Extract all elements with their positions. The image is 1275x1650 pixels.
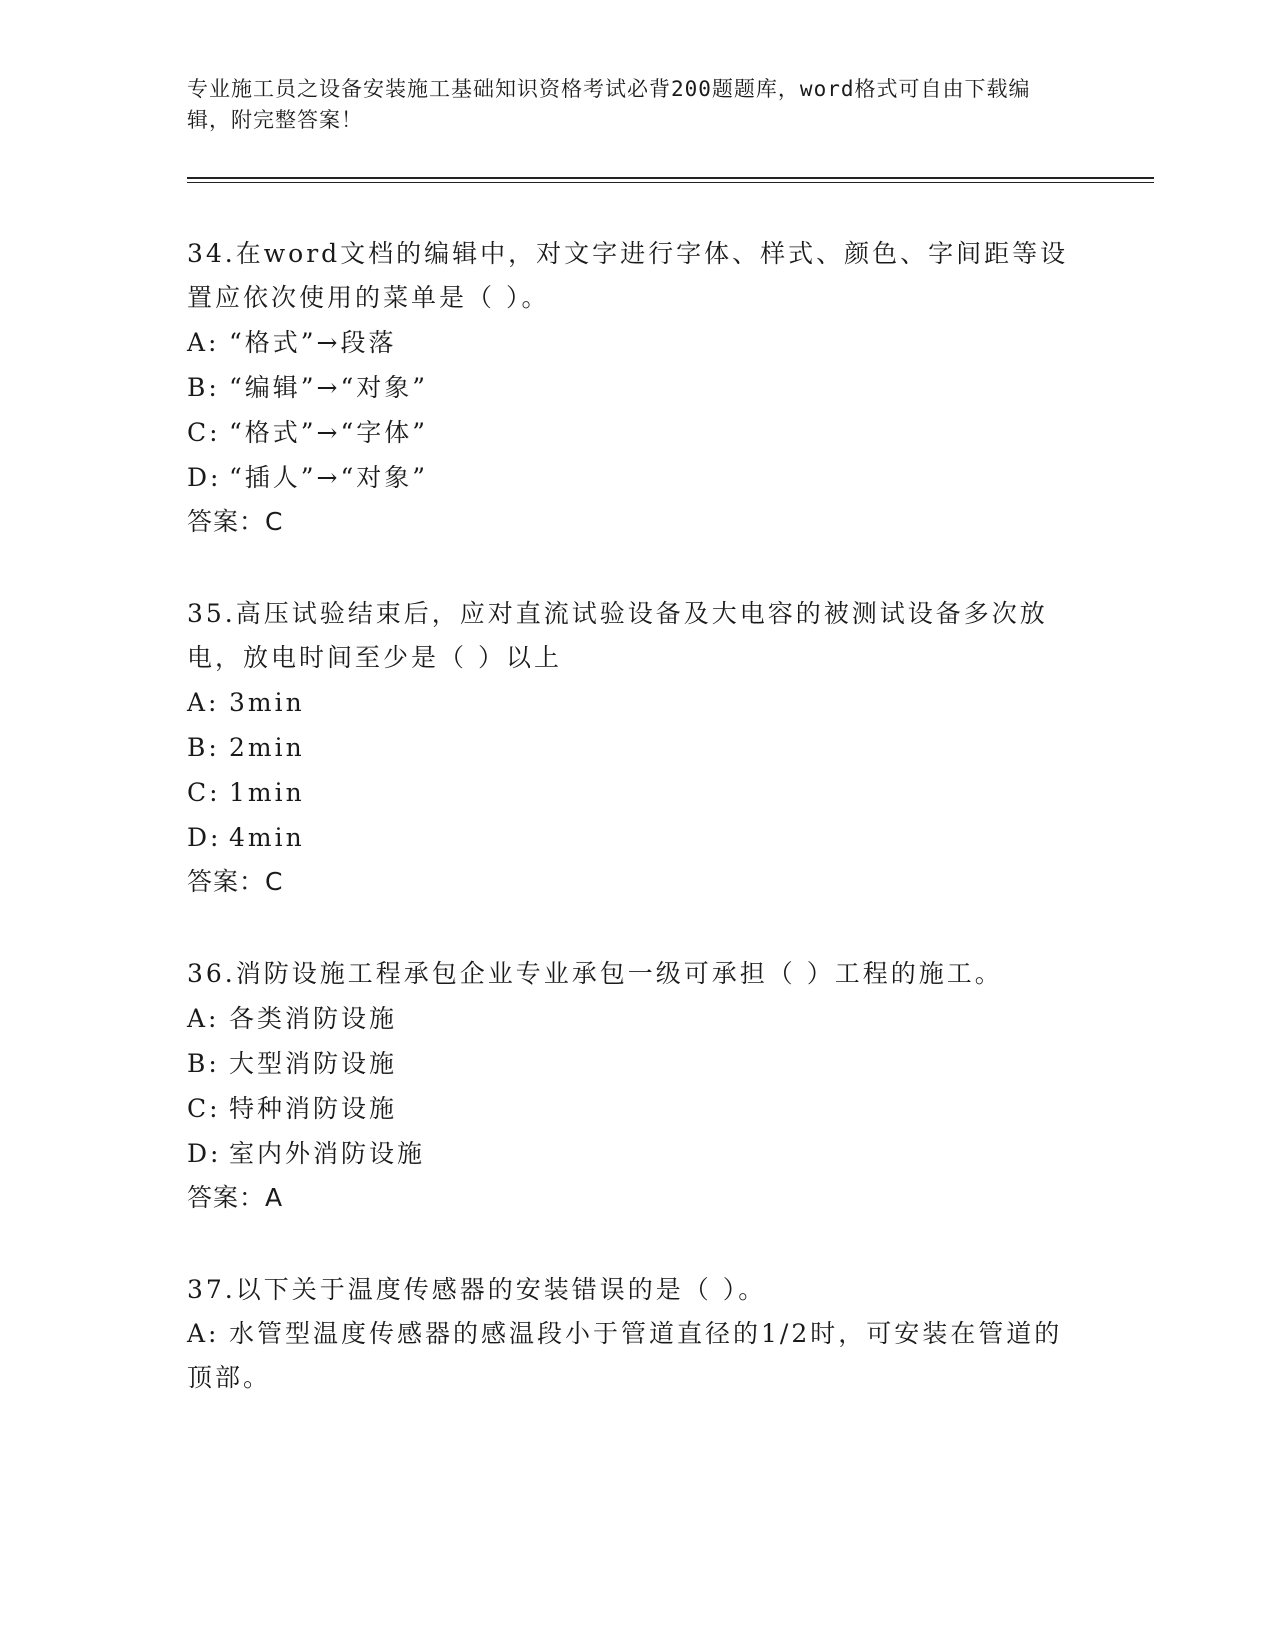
option-b xyxy=(187,725,1087,770)
option-letter: A: xyxy=(187,1319,220,1348)
question-stem: 34.在word文档的编辑中，对文字进行字体、样式、颜色、字间距等设置应依次使用的菜单是（ ）。 xyxy=(187,239,1069,312)
option-letter: C: xyxy=(187,778,221,807)
option-text: “格式”→“字体” xyxy=(229,418,429,447)
question-37 xyxy=(187,1268,1087,1400)
document-header: 专业施工员之设备安装施工基础知识资格考试必背200题题库，word格式可自由下载编辑，附完整答案！ xyxy=(187,77,1031,132)
question-35 xyxy=(187,592,1087,904)
option-letter: A: xyxy=(187,688,220,717)
option-text: 大型消防设施 xyxy=(229,1049,398,1078)
option-letter: C: xyxy=(187,418,221,447)
question-stem: 36.消防设施工程承包企业专业承包一级可承担（ ）工程的施工。 xyxy=(187,959,1003,988)
option-letter: D: xyxy=(187,463,222,492)
option-text: 1min xyxy=(229,778,305,807)
option-text: 3min xyxy=(229,688,305,717)
option-c xyxy=(187,770,1087,815)
option-a xyxy=(187,1312,1087,1400)
option-text: “格式”→段落 xyxy=(229,328,397,357)
header-rule-thick xyxy=(187,177,1154,179)
option-text: 水管型温度传感器的感温段小于管道直径的1/2时，可安装在管道的顶部。 xyxy=(187,1319,1063,1392)
option-letter: A: xyxy=(187,328,220,357)
option-a xyxy=(187,680,1087,725)
option-c xyxy=(187,410,1087,455)
option-letter: A: xyxy=(187,1004,220,1033)
option-d xyxy=(187,455,1087,500)
answer-line: 答案：C xyxy=(187,867,284,896)
option-text: “编辑”→“对象” xyxy=(229,373,429,402)
option-b xyxy=(187,1041,1087,1086)
option-a xyxy=(187,996,1087,1041)
question-stem: 35.高压试验结束后，应对直流试验设备及大电容的被测试设备多次放电，放电时间至少是（ ）以上 xyxy=(187,599,1048,672)
option-text: 特种消防设施 xyxy=(229,1094,398,1123)
option-letter: C: xyxy=(187,1094,221,1123)
option-letter: D: xyxy=(187,1139,222,1168)
option-text: 4min xyxy=(229,823,305,852)
option-letter: B: xyxy=(187,373,220,402)
header-rule-thin xyxy=(187,182,1154,183)
option-text: 室内外消防设施 xyxy=(229,1139,426,1168)
option-d xyxy=(187,1131,1087,1176)
question-list xyxy=(187,232,1087,1448)
option-letter: B: xyxy=(187,1049,220,1078)
option-text: 各类消防设施 xyxy=(229,1004,398,1033)
option-letter: B: xyxy=(187,733,220,762)
question-36 xyxy=(187,952,1087,1220)
question-stem: 37.以下关于温度传感器的安装错误的是（ ）。 xyxy=(187,1275,767,1304)
answer-line: 答案：A xyxy=(187,1183,284,1212)
option-text: 2min xyxy=(229,733,305,762)
option-a xyxy=(187,320,1087,365)
option-c xyxy=(187,1086,1087,1131)
option-text: “插人”→“对象” xyxy=(229,463,429,492)
answer-line: 答案：C xyxy=(187,507,284,536)
option-d xyxy=(187,815,1087,860)
option-b xyxy=(187,365,1087,410)
option-letter: D: xyxy=(187,823,222,852)
question-34 xyxy=(187,232,1087,544)
